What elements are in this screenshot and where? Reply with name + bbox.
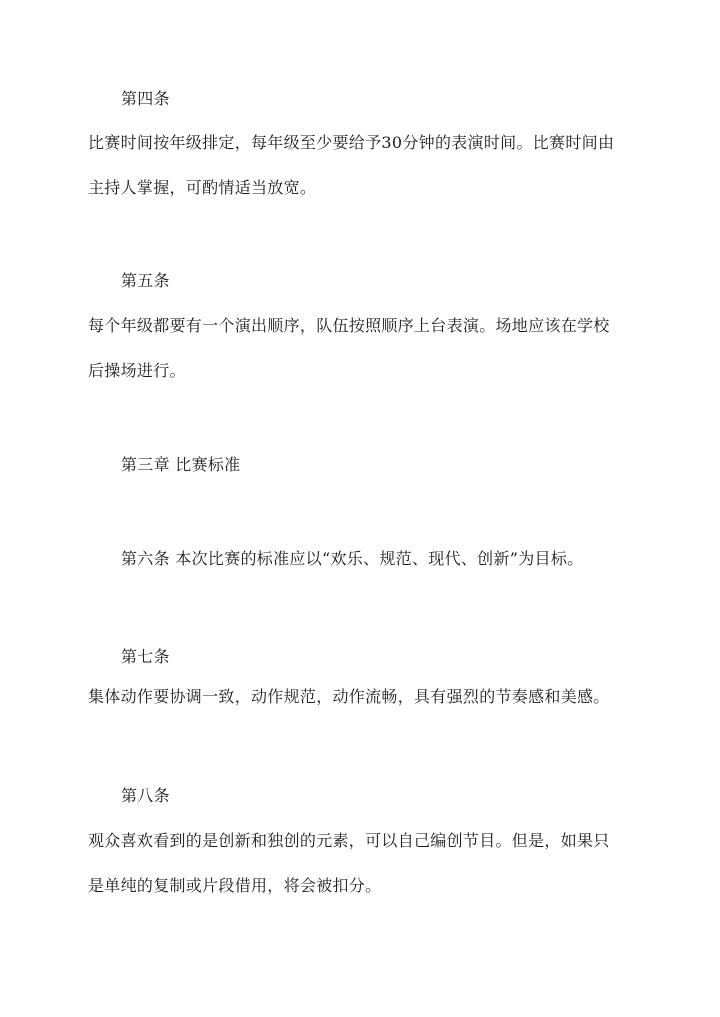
chapter-3-heading: 第三章 比赛标准 [121,455,241,474]
article-8-line-1: 观众喜欢看到的是创新和独创的元素，可以自己编创节目。但是，如果只 [88,831,610,850]
article-5-line-2: 后操场进行。 [88,361,186,380]
article-6-text: 第六条 本次比赛的标准应以“欢乐、规范、现代、创新”为目标。 [121,549,584,568]
article-7-heading: 第七条 [121,647,170,666]
article-4-heading: 第四条 [121,89,170,108]
article-5-heading: 第五条 [121,271,170,290]
article-8-heading: 第八条 [121,786,170,805]
article-7-line-1: 集体动作要协调一致，动作规范，动作流畅，具有强烈的节奏感和美感。 [88,687,610,706]
article-4-line-2: 主持人掌握，可酌情适当放宽。 [88,178,317,197]
article-5-line-1: 每个年级都要有一个演出顺序，队伍按照顺序上台表演。场地应该在学校 [88,316,610,335]
article-8-line-2: 是单纯的复制或片段借用，将会被扣分。 [88,876,382,895]
article-4-line-1: 比赛时间按年级排定，每年级至少要给予30分钟的表演时间。比赛时间由 [88,133,615,152]
